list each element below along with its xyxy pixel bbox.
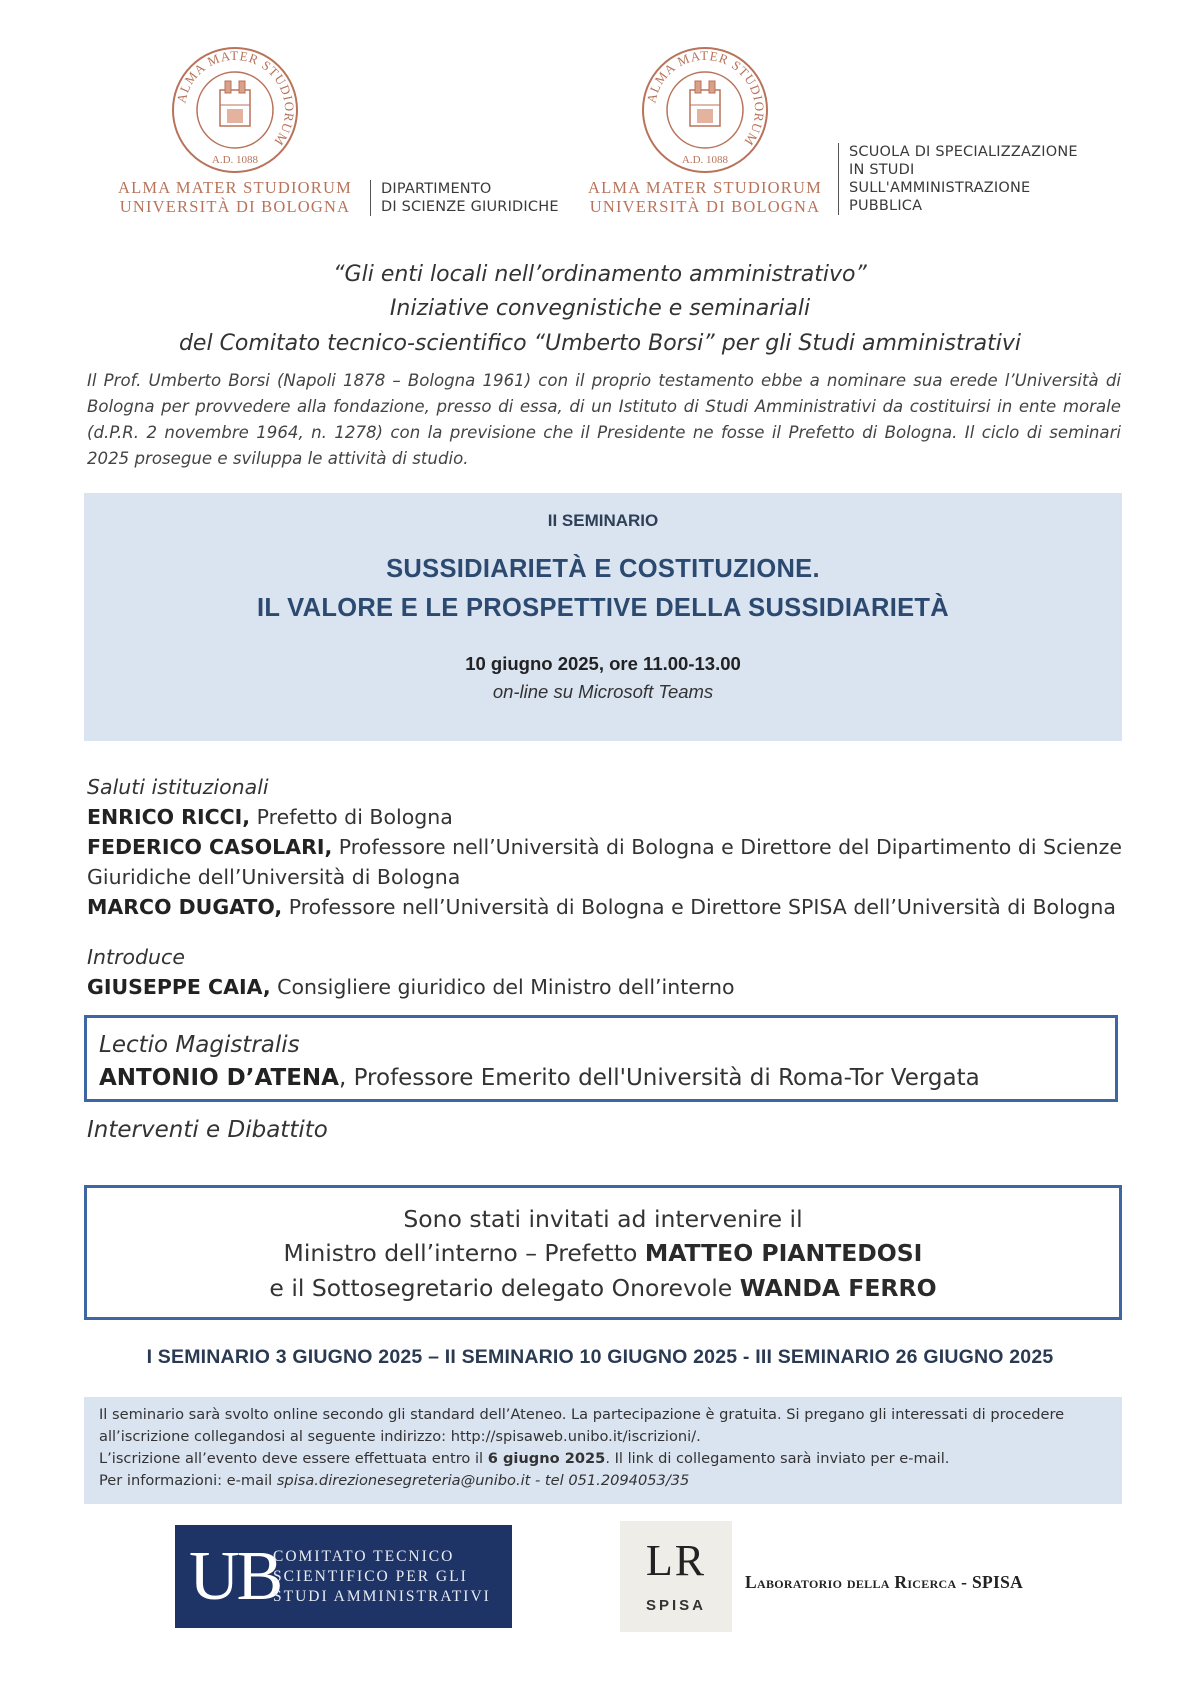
info-box (84, 1397, 1122, 1504)
seminar-box (84, 493, 1122, 741)
lr-sub: SPISA (645, 1597, 706, 1614)
speaker-dugato (87, 895, 1116, 919)
speaker-name: ENRICO RICCI, (87, 805, 251, 829)
svg-text:ALMA MATER STUDIORUM (643, 48, 767, 149)
series-subtitle: Iniziative convegnistiche e seminariali (389, 296, 811, 321)
uni-left-line2: UNIVERSITÀ DI BOLOGNA (119, 197, 351, 216)
university-seal-right (640, 45, 770, 175)
saluti-label (87, 775, 269, 799)
invite-line1: Sono stati invitati ad intervenire il (403, 1205, 803, 1233)
invite-line2 (87, 1239, 1119, 1267)
seminar-place: on-line su Microsoft Teams (492, 681, 714, 702)
seminar-date: 10 giugno 2025, ore 11.00-13.00 (465, 653, 741, 674)
seminar-title-line2: IL VALORE E LE PROSPETTIVE DELLA SUSSIDIARIETÀ (257, 594, 949, 622)
introduce-label (87, 945, 185, 969)
speaker-name: FEDERICO CASOLARI, (87, 835, 333, 859)
invite-minister-name: MATTEO PIANTEDOSI (644, 1239, 923, 1267)
seal-right-year: A.D. 1088 (681, 154, 729, 166)
intro-paragraph: Il Prof. Umberto Borsi (Napoli 1878 – Bologna 1961) con il proprio testamento ebbe a nominare sua erede l’Università di Bologna per provvedere alla fondazione, presso di essa, di un Istituto di Studi Amministrativi da costituirsi in ente morale (d.P.R. 2 novembre 1964, n. 1278) con la previsione che il Presidente ne fosse il Prefetto di Bologna. Il ciclo di seminari 2025 prosegue e sviluppa le attività di studio. (87, 371, 1121, 468)
ub-mark: UB (189, 1538, 281, 1615)
saluti-label-text: Saluti istituzionali (87, 775, 269, 799)
info-line3-post: . Il link di collegamento sarà inviato per e-mail. (605, 1450, 950, 1467)
lab-logo (620, 1521, 732, 1632)
speaker-name: MARCO DUGATO, (87, 895, 283, 919)
uni-left-line1: ALMA MATER STUDIORUM (118, 178, 352, 197)
lr-mark: LR (645, 1536, 707, 1585)
university-name-right (580, 178, 830, 216)
speaker-role: Prefetto di Bologna (250, 805, 453, 829)
series-title: “Gli enti locali nell’ordinamento amministrativo” (333, 262, 867, 287)
speaker-casolari (87, 835, 1122, 859)
contact-phone: - tel 051.2094053/35 (530, 1472, 690, 1489)
committee-logo-text (273, 1547, 491, 1607)
speaker-role: , Professore Emerito dell'Università di Roma-Tor Vergata (338, 1065, 980, 1091)
seminar-number: II SEMINARIO (547, 511, 659, 530)
invite-line2-text: Ministro dell’interno – Prefetto (283, 1239, 645, 1267)
seal-right-icon (640, 45, 770, 175)
info-line4-text: Per informazioni: e-mail (99, 1472, 277, 1489)
seal-left-icon (170, 45, 300, 175)
speaker-ricci (87, 805, 453, 829)
ub-line1: COMITATO TECNICO (273, 1548, 455, 1565)
invite-undersecretary-name: WANDA FERRO (739, 1274, 937, 1302)
seminar-title-line1: SUSSIDIARIETÀ E COSTITUZIONE. (386, 555, 820, 583)
university-name-left (110, 178, 360, 216)
speaker-role: Professore nell’Università di Bologna e Direttore SPISA dell’Università di Bologna (282, 895, 1116, 919)
seal-left-year: A.D. 1088 (211, 154, 259, 166)
ub-line3: STUDI AMMINISTRATIVI (273, 1588, 491, 1605)
uni-right-line1: ALMA MATER STUDIORUM (588, 178, 822, 197)
speaker-casolari-cont: Giuridiche dell’Università di Bologna (87, 865, 461, 889)
info-line3-text: L’iscrizione all’evento deve essere effettuata entro il (99, 1450, 488, 1467)
interventi-label (87, 1117, 328, 1143)
speaker-name: GIUSEPPE CAIA, (87, 975, 271, 999)
series-committee: del Comitato tecnico-scientifico “Umberto Borsi” per gli Studi amministrativi (178, 331, 1022, 356)
school-line3: SULL'AMMINISTRAZIONE (849, 180, 1031, 196)
school-line1: SCUOLA DI SPECIALIZZAZIONE (849, 144, 1078, 160)
interventi-label-text: Interventi e Dibattito (87, 1117, 328, 1143)
seal-left-text: ALMA MATER STUDIORUM (173, 47, 298, 149)
lab-label: Laboratorio della Ricerca - SPISA (745, 1572, 1024, 1592)
info-line4 (99, 1472, 689, 1489)
speaker-role: Professore nell’Università di Bologna e Direttore del Dipartimento di Scienze (332, 835, 1123, 859)
invite-box (84, 1185, 1122, 1320)
svg-text:ALMA MATER STUDIORUM (173, 48, 297, 149)
dept-line2: DI SCIENZE GIURIDICHE (381, 199, 559, 215)
info-line1: Il seminario sarà svolto online secondo gli standard dell’Ateneo. La partecipazione è gratuita. Si pregano gli interessati di procedere (99, 1406, 1065, 1423)
info-line3 (99, 1450, 949, 1467)
seal-right-text: ALMA MATER STUDIORUM (643, 47, 768, 149)
invite-line3 (87, 1274, 1119, 1302)
uni-right-line2: UNIVERSITÀ DI BOLOGNA (589, 197, 821, 216)
lectio-box (84, 1015, 1118, 1102)
department-name (370, 180, 559, 216)
university-seal-left (170, 45, 300, 175)
speaker-datena (99, 1065, 980, 1091)
lectio-label-text: Lectio Magistralis (99, 1032, 300, 1058)
dept-line1: DIPARTIMENTO (381, 181, 492, 197)
speaker-name: ANTONIO D’ATENA (99, 1065, 339, 1091)
introduce-label-text: Introduce (87, 945, 185, 969)
contact-email: spisa.direzionesegreteria@unibo.it (276, 1472, 531, 1489)
school-line4: PUBBLICA (849, 198, 923, 214)
committee-logo (175, 1525, 512, 1628)
registration-deadline: 6 giugno 2025 (487, 1450, 606, 1467)
ub-line2: SCIENTIFICO PER GLI (273, 1568, 468, 1585)
speaker-caia (87, 975, 735, 999)
seminar-dates: I SEMINARIO 3 GIUGNO 2025 – II SEMINARIO 10 GIUGNO 2025 - III SEMINARIO 26 GIUGNO 2025 (146, 1346, 1054, 1368)
school-line2: IN STUDI (849, 162, 915, 178)
school-name (838, 143, 1078, 215)
lectio-label (99, 1032, 300, 1058)
speaker-role: Consigliere giuridico del Ministro dell’interno (270, 975, 735, 999)
invite-line3-text: e il Sottosegretario delegato Onorevole (269, 1274, 740, 1302)
info-line2: all’iscrizione collegandosi al seguente indirizzo: http://spisaweb.unibo.it/iscrizioni/. (99, 1428, 701, 1445)
